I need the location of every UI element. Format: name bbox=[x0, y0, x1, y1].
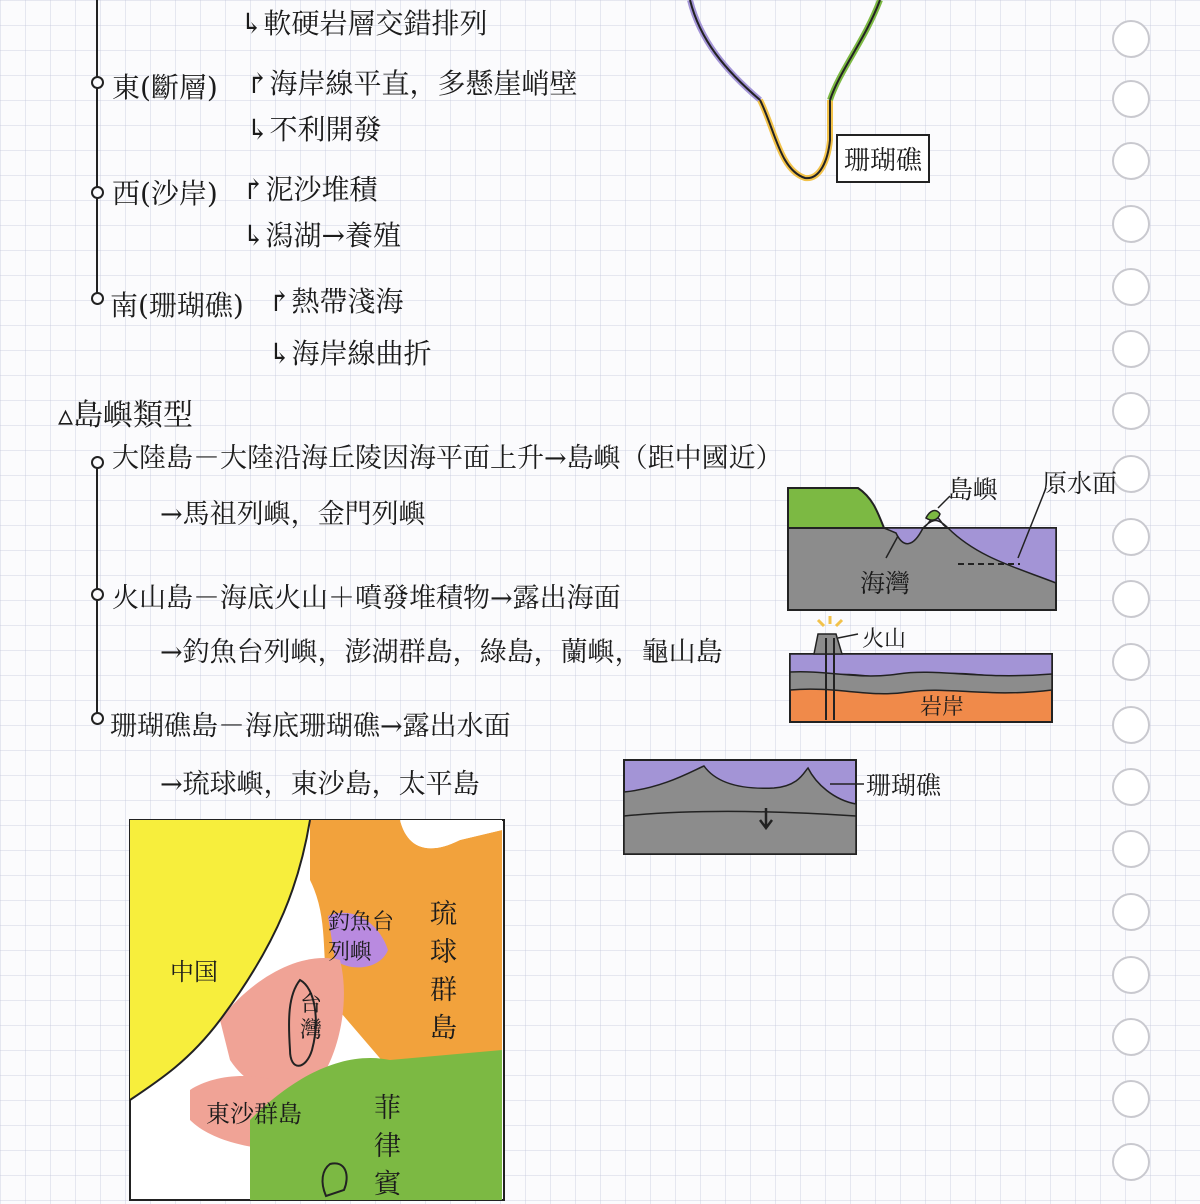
diagram-volcano-label: 火山 bbox=[862, 627, 907, 652]
binder-ring bbox=[1112, 706, 1150, 744]
coast-west-label: 西(沙岸) bbox=[112, 177, 218, 210]
island-peak bbox=[926, 511, 940, 521]
volcanic-island-examples: →釣魚台列嶼，澎湖群島，綠島，蘭嶼，龜山島 bbox=[160, 637, 723, 668]
west-coast-line bbox=[690, 0, 760, 100]
binder-ring bbox=[1112, 580, 1150, 618]
coast-south-label: 南(珊瑚礁) bbox=[110, 289, 244, 322]
binder-ring bbox=[1112, 80, 1150, 118]
map-label-diaoyu: 釣魚台 列嶼 bbox=[328, 910, 395, 965]
map-label-ryukyu: 琉 球 群 島 bbox=[430, 899, 457, 1044]
map-label-philippines: 菲 律 賓 bbox=[374, 1093, 401, 1200]
timeline-dot bbox=[91, 76, 104, 89]
volcanic-island-text: 火山島－海底火山＋噴發堆積物→露出海面 bbox=[112, 583, 621, 614]
binder-ring bbox=[1112, 455, 1150, 493]
coral-island-diagram bbox=[624, 760, 858, 856]
binder-ring bbox=[1112, 1080, 1150, 1118]
diagram-reef-label: 珊瑚礁 bbox=[866, 771, 942, 800]
coast-north-item: ↳軟硬岩層交錯排列 bbox=[240, 7, 488, 40]
coast-east-label: 東(斷層) bbox=[112, 71, 218, 104]
leader-line bbox=[838, 634, 858, 638]
binder-ring bbox=[1112, 956, 1150, 994]
timeline-dot bbox=[91, 712, 104, 725]
map-label-china: 中国 bbox=[170, 958, 218, 986]
islands-heading: ▵島嶼類型 bbox=[58, 398, 194, 433]
west-coast-ink bbox=[690, 0, 760, 100]
eruption-spark bbox=[818, 616, 842, 626]
binder-ring bbox=[1112, 1018, 1150, 1056]
diagram-original-surface-label: 原水面 bbox=[1042, 469, 1118, 498]
timeline-dot bbox=[91, 456, 104, 469]
coast-west-item: ↱泥沙堆積 bbox=[242, 173, 378, 206]
volcano-cone bbox=[814, 634, 842, 654]
land-mass bbox=[788, 488, 884, 528]
binder-ring bbox=[1112, 205, 1150, 243]
timeline-dot bbox=[91, 186, 104, 199]
binder-ring bbox=[1112, 392, 1150, 430]
timeline-dot bbox=[91, 292, 104, 305]
continental-island-diagram bbox=[788, 488, 1058, 610]
timeline-dot bbox=[91, 588, 104, 601]
binder-ring bbox=[1112, 330, 1150, 368]
continental-island-text: 大陸島－大陸沿海丘陵因海平面上升→島嶼（距中國近） bbox=[112, 443, 783, 474]
coast-south-item: ↳海岸線曲折 bbox=[268, 337, 432, 370]
coral-island-examples: →琉球嶼，東沙島，太平島 bbox=[160, 769, 480, 800]
coast-east-item: ↱海岸線平直，多懸崖峭壁 bbox=[246, 67, 578, 100]
binder-ring bbox=[1112, 768, 1150, 806]
coast-south-item: ↱熱帶淺海 bbox=[268, 285, 404, 318]
binder-ring bbox=[1112, 20, 1150, 58]
binder-ring bbox=[1112, 893, 1150, 931]
coast-west-item: ↳潟湖→養殖 bbox=[242, 219, 401, 252]
map-label-taiwan: 台 灣 bbox=[300, 992, 323, 1043]
binder-ring bbox=[1112, 643, 1150, 681]
diagram-rock-label: 岩岸 bbox=[920, 695, 965, 720]
binder-ring bbox=[1112, 1143, 1150, 1181]
binder-ring bbox=[1112, 830, 1150, 868]
south-coast-line bbox=[760, 100, 830, 178]
diagram-island-label: 島嶼 bbox=[948, 475, 999, 504]
binder-ring bbox=[1112, 518, 1150, 556]
diagram-bay-label: 海灣 bbox=[860, 569, 911, 598]
continental-island-examples: →馬祖列嶼，金門列嶼 bbox=[160, 499, 426, 530]
binder-ring bbox=[1112, 268, 1150, 306]
coral-island-text: 珊瑚礁島－海底珊瑚礁→露出水面 bbox=[110, 711, 511, 742]
coast-timeline bbox=[96, 0, 98, 298]
map-label-dongsha: 東沙群島 bbox=[206, 1100, 302, 1128]
coast-east-item: ↳不利開發 bbox=[246, 113, 382, 146]
coral-reef-label: 珊瑚礁 bbox=[836, 134, 930, 183]
binder-ring bbox=[1112, 142, 1150, 180]
